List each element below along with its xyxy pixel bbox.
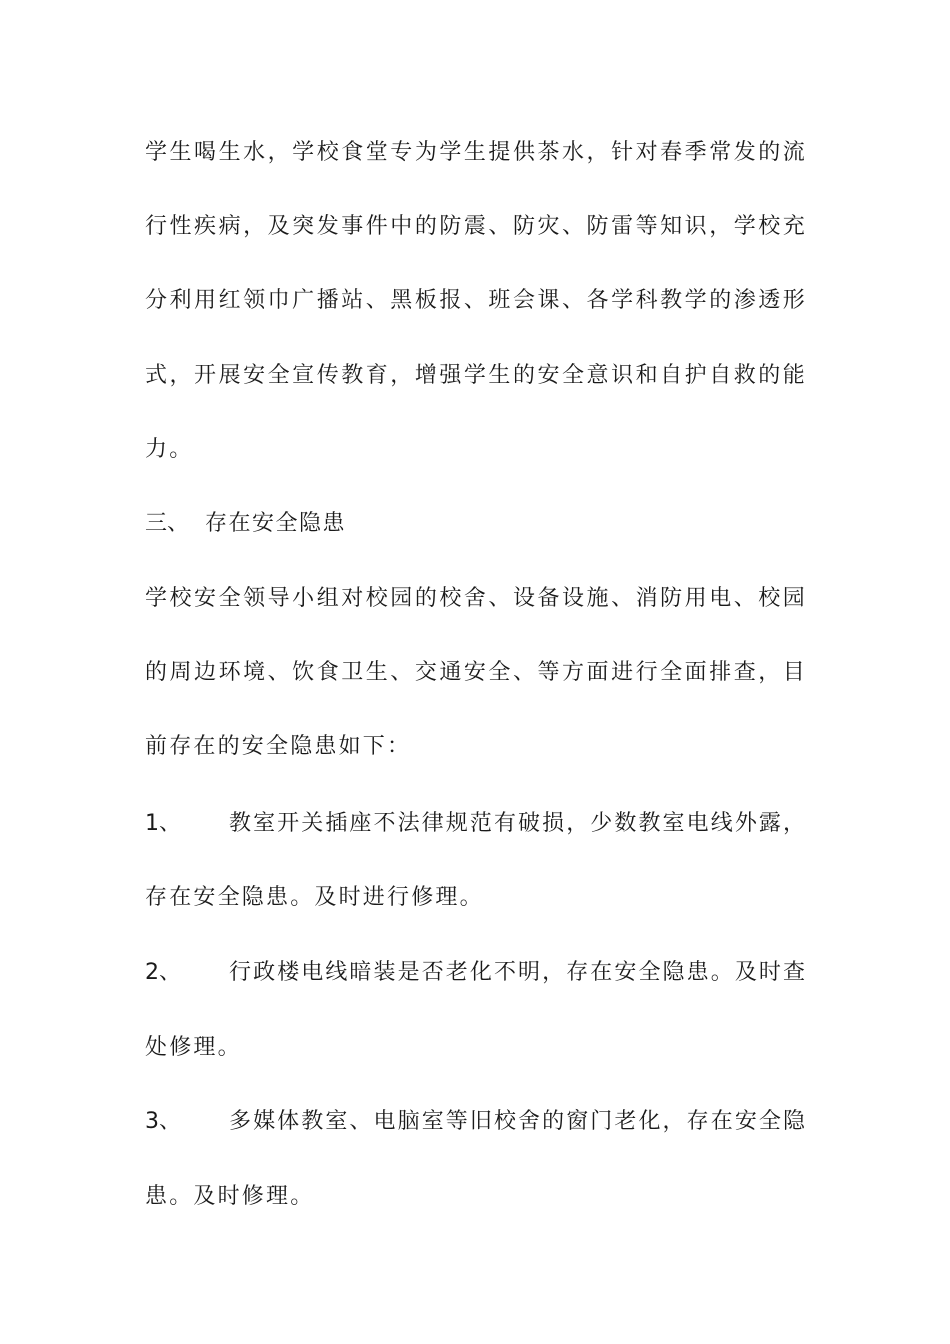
list-item-text: 行政楼电线暗装是否老化不明，存在安全隐患。及时查 xyxy=(229,960,807,985)
paragraph-line: 分利用红领巾广播站、黑板报、班会课、各学科教学的渗透形 xyxy=(145,288,807,313)
list-item-number: 1、 xyxy=(145,811,181,836)
section-number: 三、 xyxy=(145,511,190,536)
list-item-continuation: 存在安全隐患。及时进行修理。 xyxy=(145,885,484,910)
list-item-continuation: 患。及时修理。 xyxy=(145,1184,315,1209)
paragraph-line: 学校安全领导小组对校园的校舍、设备设施、消防用电、校园 xyxy=(145,586,807,611)
list-item-number: 3、 xyxy=(145,1109,181,1134)
paragraph-line: 学生喝生水，学校食堂专为学生提供茶水，针对春季常发的流 xyxy=(145,140,807,165)
list-item-text: 多媒体教室、电脑室等旧校舍的窗门老化，存在安全隐 xyxy=(229,1109,807,1134)
paragraph-line: 式，开展安全宣传教育，增强学生的安全意识和自护自救的能 xyxy=(145,363,807,388)
section-title: 存在安全隐患 xyxy=(205,511,347,536)
paragraph-line: 行性疾病，及突发事件中的防震、防灾、防雷等知识，学校充 xyxy=(145,214,807,239)
list-item-continuation: 处修理。 xyxy=(145,1035,242,1060)
paragraph-line: 前存在的安全隐患如下： xyxy=(145,734,412,759)
list-item-text: 教室开关插座不法律规范有破损，少数教室电线外露， xyxy=(229,811,807,836)
paragraph-line: 力。 xyxy=(145,437,194,462)
list-item-number: 2、 xyxy=(145,960,181,985)
paragraph-line: 的周边环境、饮食卫生、交通安全、等方面进行全面排查，目 xyxy=(145,660,807,685)
